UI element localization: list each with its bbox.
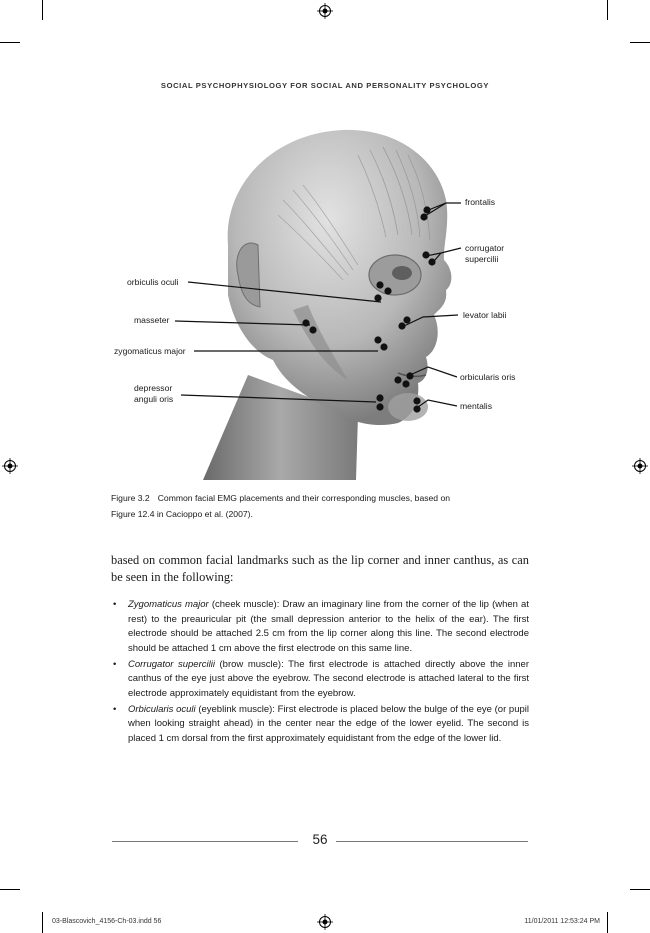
electrode-masseter-1: [302, 319, 309, 326]
crop-mark: [607, 0, 608, 20]
crop-mark: [0, 42, 20, 43]
label-depressor: depressor: [134, 383, 173, 393]
bullet-text: (cheek muscle): Draw an imaginary line from the corner of the lip (when at rest) to the preauricular pit (the small depression anterior to the helix of the ear). The first electrode should be attached 2.5 cm from the lip corner along this line. The second electrode should be attached 1 cm above the first electrode on this same line.: [128, 599, 529, 654]
list-item: [111, 598, 529, 656]
list-item: [111, 703, 529, 747]
bullet-text: (eyeblink muscle): First electrode is placed below the bulge of the eye (or pupil when looking straight ahead) in the center near the edge of the lower eyelid. The second is placed 1 cm dorsal from the first approximately equidistant from the edge of the lower lid.: [128, 703, 530, 744]
label-mentalis: mentalis: [460, 401, 492, 411]
electrode-mentalis-2: [413, 405, 420, 412]
caption-line-2: Figure 12.4 in Cacioppo et al. (2007).: [111, 509, 253, 519]
label-supercilii: supercilii: [465, 254, 499, 264]
registration-mark-icon: [317, 914, 333, 930]
electrode-orbicularis-oris-2: [402, 380, 409, 387]
figure-caption: [111, 490, 531, 522]
figure-facial-emg: [108, 125, 533, 480]
bullet-term: Orbicularis oculi: [128, 703, 196, 715]
bullet-icon: •: [113, 703, 117, 715]
page-number: 56: [312, 832, 328, 847]
electrode-depressor-1: [376, 394, 383, 401]
bullet-icon: •: [113, 599, 117, 610]
electrode-corrugator-2: [428, 258, 435, 265]
running-head: SOCIAL PSYCHOPHYSIOLOGY FOR SOCIAL AND PERSONALITY PSYCHOLOGY: [160, 81, 490, 90]
label-anguli-oris: anguli oris: [134, 394, 174, 404]
electrode-zygomaticus-2: [380, 343, 387, 350]
electrode-orbicularis-oris-1: [394, 376, 401, 383]
crop-mark: [42, 0, 43, 20]
electrode-frontalis-1: [423, 206, 430, 213]
electrode-depressor-2: [376, 403, 383, 410]
crop-mark: [630, 889, 650, 890]
registration-mark-icon: [2, 458, 18, 474]
electrode-levator-1: [398, 322, 405, 329]
slug-left: 03-Blascovich_4156-Ch-03.indd 56: [52, 918, 162, 925]
electrode-orbicularis-oculi-1: [376, 281, 383, 288]
bullet-list: [111, 598, 529, 748]
electrode-overlay: [108, 125, 533, 480]
label-masseter: masseter: [134, 315, 170, 325]
electrode-orbicularis-oculi-3: [374, 294, 381, 301]
registration-mark-icon: [317, 3, 333, 19]
label-levator-labii: levator labii: [463, 310, 507, 320]
crop-mark: [42, 912, 43, 933]
bullet-text: (brow muscle): The first electrode is attached directly above the inner canthus of the eye just above the eyebrow. The second electrode is attached lateral to the first electrode approximately equidistant from the eyebrow.: [128, 658, 529, 699]
figure-number: Figure 3.2: [111, 493, 150, 503]
electrode-levator-2: [403, 316, 410, 323]
label-orbiculis-oculi: orbiculis oculi: [127, 277, 179, 287]
registration-mark-icon: [632, 458, 648, 474]
electrode-zygomaticus-1: [374, 336, 381, 343]
electrode-corrugator-1: [422, 251, 429, 258]
list-item: [111, 658, 529, 702]
folio-rule-right: [336, 841, 528, 842]
label-corrugator: corrugator: [465, 243, 505, 253]
electrode-frontalis-2: [420, 213, 427, 220]
caption-line-1: Common facial EMG placements and their corresponding muscles, based on: [157, 493, 451, 503]
bullet-term: Zygomaticus major: [128, 599, 209, 610]
label-orbicularis-oris: orbicularis oris: [460, 372, 516, 382]
crop-mark: [607, 912, 608, 933]
electrode-masseter-2: [309, 326, 316, 333]
electrode-orbicularis-oculi-2: [384, 287, 391, 294]
folio-rule-left: [112, 841, 298, 842]
bullet-term: Corrugator supercilii: [128, 658, 215, 670]
label-zygomaticus-major: zygomaticus major: [114, 346, 186, 356]
label-frontalis: frontalis: [465, 197, 496, 207]
bullet-icon: •: [113, 658, 117, 670]
crop-mark: [0, 889, 20, 890]
crop-mark: [630, 42, 650, 43]
body-paragraph: based on common facial landmarks such as the lip corner and inner canthus, as can be seen in the following:: [111, 553, 529, 584]
slug-right: 11/01/2011 12:53:24 PM: [524, 918, 600, 925]
electrode-orbicularis-oris-3: [406, 372, 413, 379]
electrode-mentalis-1: [413, 397, 420, 404]
